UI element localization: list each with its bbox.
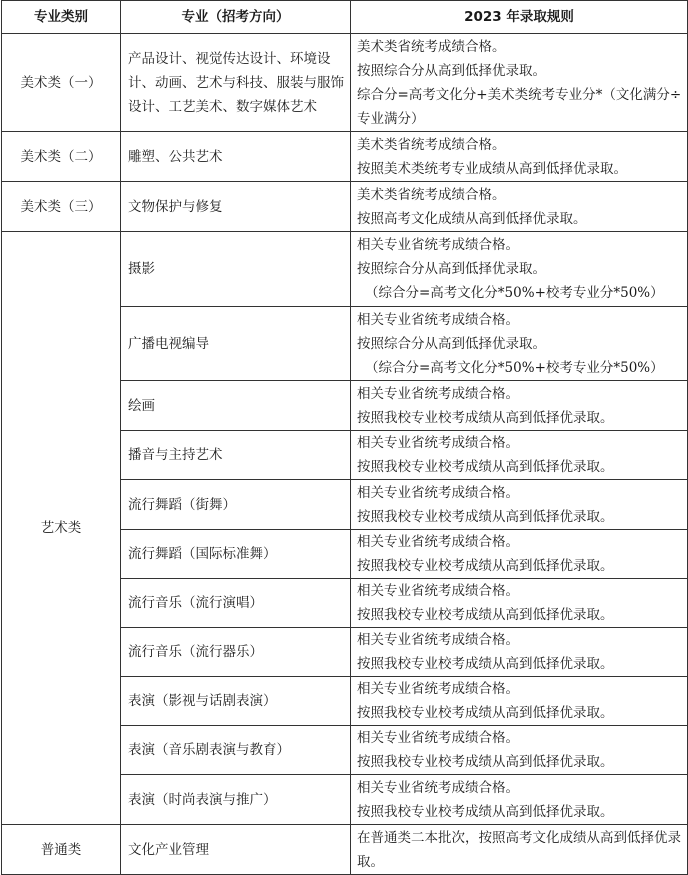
major-cell: 流行音乐（流行演唱）	[121, 579, 351, 628]
rule-cell	[351, 132, 688, 182]
rule-cell	[351, 677, 688, 726]
rule-line: 按照我校专业校考成绩从高到低择优录取。	[357, 754, 614, 770]
rule-line: （综合分=高考文化分*50%+校考专业分*50%）	[365, 359, 664, 376]
major-cell: 文物保护与修复	[121, 182, 351, 232]
header-major: 专业（招考方向）	[121, 1, 351, 34]
category-cell: 美术类（三）	[2, 182, 121, 232]
rule-line: 相关专业省统考成绩合格。	[357, 435, 519, 451]
header-rule: 2023 年录取规则	[351, 1, 688, 34]
category-cell: 美术类（二）	[2, 132, 121, 182]
rule-cell	[351, 182, 688, 232]
rule-line: 相关专业省统考成绩合格。	[357, 311, 519, 328]
major-cell: 文化产业管理	[121, 825, 351, 875]
rule-line: 相关专业省统考成绩合格。	[357, 385, 519, 402]
rule-line: 相关专业省统考成绩合格。	[357, 681, 519, 697]
rule-cell	[351, 726, 688, 775]
category-cell: 普通类	[2, 825, 121, 875]
major-cell: 流行舞蹈（国际标准舞）	[121, 530, 351, 579]
rule-line: 按照我校专业校考成绩从高到低择优录取。	[357, 508, 614, 525]
rule-line: 按照我校专业校考成绩从高到低择优录取。	[357, 656, 614, 672]
rule-line: 按照高考文化成绩从高到低择优录取。	[357, 210, 587, 227]
major-cell: 流行舞蹈（街舞）	[121, 480, 351, 530]
rule-cell: 在普通类二本批次，按照高考文化成绩从高到低择优录取。	[351, 825, 688, 875]
rule-line: 相关专业省统考成绩合格。	[357, 237, 519, 253]
rule-line: 按照美术类统考专业成绩从高到低择优录取。	[357, 160, 627, 177]
rule-line: 相关专业省统考成绩合格。	[357, 534, 519, 550]
admission-rules-table	[1, 0, 688, 875]
rule-cell	[351, 431, 688, 480]
rule-line: 按照综合分从高到低择优录取。	[357, 261, 546, 277]
rule-line: 按照我校专业校考成绩从高到低择优录取。	[357, 705, 614, 721]
rule-line: 按照我校专业校考成绩从高到低择优录取。	[357, 607, 614, 623]
table-row	[2, 132, 688, 182]
rule-cell	[351, 480, 688, 530]
rule-line: （综合分=高考文化分*50%+校考专业分*50%）	[365, 285, 664, 301]
table-row	[2, 34, 688, 132]
rule-line: 综合分=高考文化分+美术类统考专业分*（文化满分÷专业满分）	[357, 86, 682, 127]
rule-line: 美术类省统考成绩合格。	[357, 136, 506, 153]
major-cell: 摄影	[121, 232, 351, 307]
major-cell: 广播电视编导	[121, 307, 351, 381]
table-header-row	[2, 1, 688, 34]
rule-cell	[351, 628, 688, 677]
rule-cell	[351, 530, 688, 579]
rule-line: 按照综合分从高到低择优录取。	[357, 62, 546, 79]
category-cell: 艺术类	[2, 232, 121, 825]
rule-line: 按照综合分从高到低择优录取。	[357, 335, 546, 352]
major-cell: 雕塑、公共艺术	[121, 132, 351, 182]
rule-cell	[351, 775, 688, 825]
rule-line: 相关专业省统考成绩合格。	[357, 484, 519, 501]
rule-line: 按照我校专业校考成绩从高到低择优录取。	[357, 803, 614, 820]
major-cell: 产品设计、视觉传达设计、环境设计、动画、艺术与科技、服装与服饰设计、工艺美术、数字媒体艺术	[121, 34, 351, 132]
header-category: 专业类别	[2, 1, 121, 34]
table-row	[2, 232, 688, 307]
category-cell: 美术类（一）	[2, 34, 121, 132]
major-cell: 播音与主持艺术	[121, 431, 351, 480]
rule-cell	[351, 381, 688, 431]
major-cell: 表演（时尚表演与推广）	[121, 775, 351, 825]
major-cell: 绘画	[121, 381, 351, 431]
rule-line: 按照我校专业校考成绩从高到低择优录取。	[357, 459, 614, 475]
rule-line: 相关专业省统考成绩合格。	[357, 632, 519, 648]
table-row	[2, 825, 688, 875]
table-row	[2, 182, 688, 232]
rule-line: 美术类省统考成绩合格。	[357, 38, 506, 55]
rule-line: 美术类省统考成绩合格。	[357, 186, 506, 203]
rule-line: 相关专业省统考成绩合格。	[357, 730, 519, 746]
rule-line: 按照我校专业校考成绩从高到低择优录取。	[357, 409, 614, 426]
rule-cell	[351, 34, 688, 132]
rule-cell	[351, 579, 688, 628]
major-cell: 流行音乐（流行器乐）	[121, 628, 351, 677]
rule-line: 按照我校专业校考成绩从高到低择优录取。	[357, 558, 614, 574]
major-cell: 表演（影视与话剧表演）	[121, 677, 351, 726]
major-cell: 表演（音乐剧表演与教育）	[121, 726, 351, 775]
rule-cell	[351, 307, 688, 381]
rule-line: 相关专业省统考成绩合格。	[357, 583, 519, 599]
rule-line: 相关专业省统考成绩合格。	[357, 779, 519, 796]
rule-cell	[351, 232, 688, 307]
